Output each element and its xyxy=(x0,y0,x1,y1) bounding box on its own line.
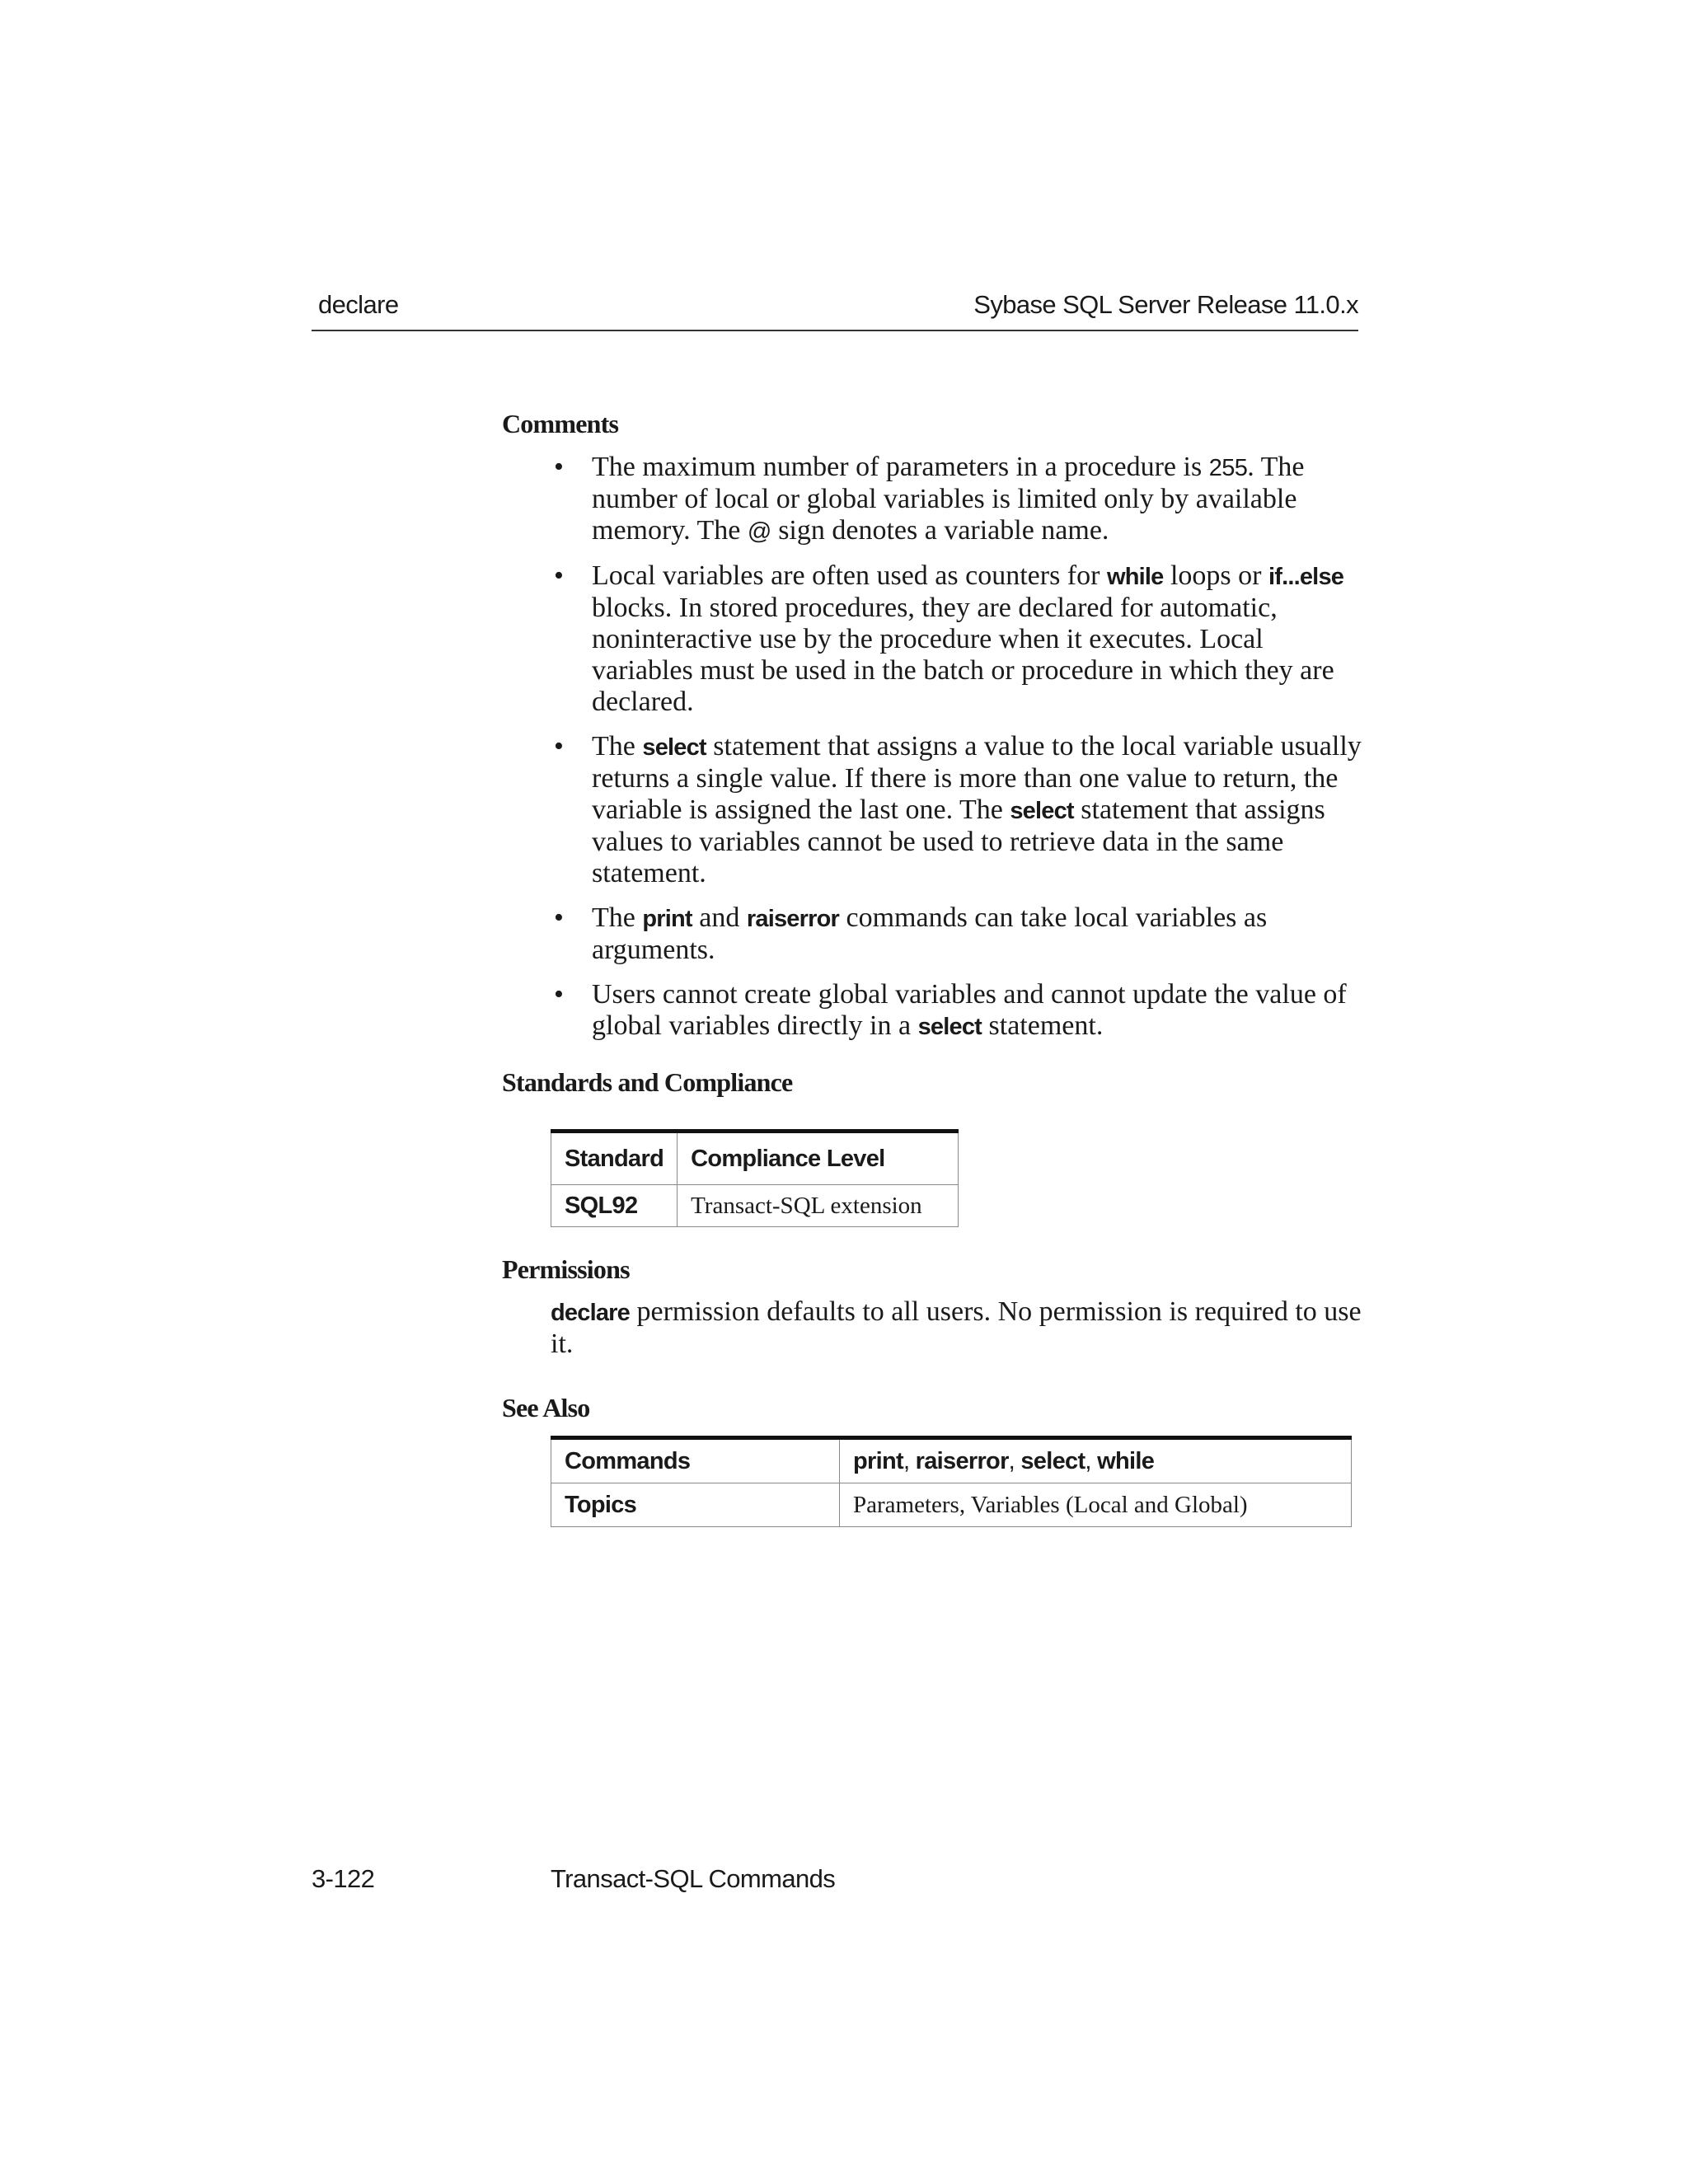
table-header-standard: Standard xyxy=(551,1132,678,1185)
permissions-heading: Permissions xyxy=(502,1254,630,1284)
comments-list xyxy=(551,452,1367,1056)
list-item: • Local variables are often used as counters for while loops or if...else blocks. In stored procedures, they are declared for automatic, noninteractive use by the procedure when it executes. Local variables must be used in the batch or procedure in which they are declared. xyxy=(554,560,1344,717)
bullet-icon: • xyxy=(554,731,564,762)
table-row xyxy=(551,1483,1352,1527)
bullet-icon: • xyxy=(554,902,564,933)
see-also-table xyxy=(551,1436,1352,1527)
footer-book-title: Transact-SQL Commands xyxy=(551,1864,836,1893)
list-item: • The maximum number of parameters in a procedure is 255. The number of local or global variables is limited only by available memory. The @ sign denotes a variable name. xyxy=(554,452,1305,546)
see-also-heading: See Also xyxy=(502,1393,590,1422)
permissions-keyword: declare xyxy=(551,1300,630,1326)
footer-page-number: 3-122 xyxy=(312,1864,375,1893)
table-row xyxy=(551,1185,959,1227)
bullet-icon: • xyxy=(554,452,564,482)
see-also-topics-value: Parameters, Variables (Local and Global) xyxy=(840,1483,1352,1527)
comments-heading: Comments xyxy=(502,409,619,438)
standards-heading: Standards and Compliance xyxy=(502,1067,793,1097)
table-header-row xyxy=(551,1132,959,1185)
list-item: • The select statement that assigns a value to the local variable usually returns a single value. If there is more than one value to return, the variable is assigned the last one. The select statement that assigns values to variables cannot be used to retrieve data in the same statement. xyxy=(554,731,1362,888)
standards-table xyxy=(551,1129,959,1227)
header-product-release: Sybase SQL Server Release 11.0.x xyxy=(973,290,1358,319)
permissions-text: declare permission defaults to all users. No permission is required to use it. xyxy=(551,1296,1362,1359)
table-cell-standard: SQL92 xyxy=(551,1185,678,1227)
header-section-name: declare xyxy=(318,290,399,319)
see-also-label-commands: Commands xyxy=(551,1438,840,1483)
table-row xyxy=(551,1438,1352,1483)
bullet-icon: • xyxy=(554,979,564,1010)
table-header-compliance-level: Compliance Level xyxy=(678,1132,959,1185)
running-header xyxy=(312,284,1358,331)
see-also-label-topics: Topics xyxy=(551,1483,840,1527)
table-cell-level: Transact-SQL extension xyxy=(678,1185,959,1227)
see-also-commands-list: print, raiserror, select, while xyxy=(840,1438,1352,1483)
list-item: • The print and raiserror commands can take local variables as arguments. xyxy=(554,902,1268,965)
bullet-icon: • xyxy=(554,560,564,591)
list-item: • Users cannot create global variables and cannot update the value of global variables directly in a select statement. xyxy=(554,979,1347,1041)
